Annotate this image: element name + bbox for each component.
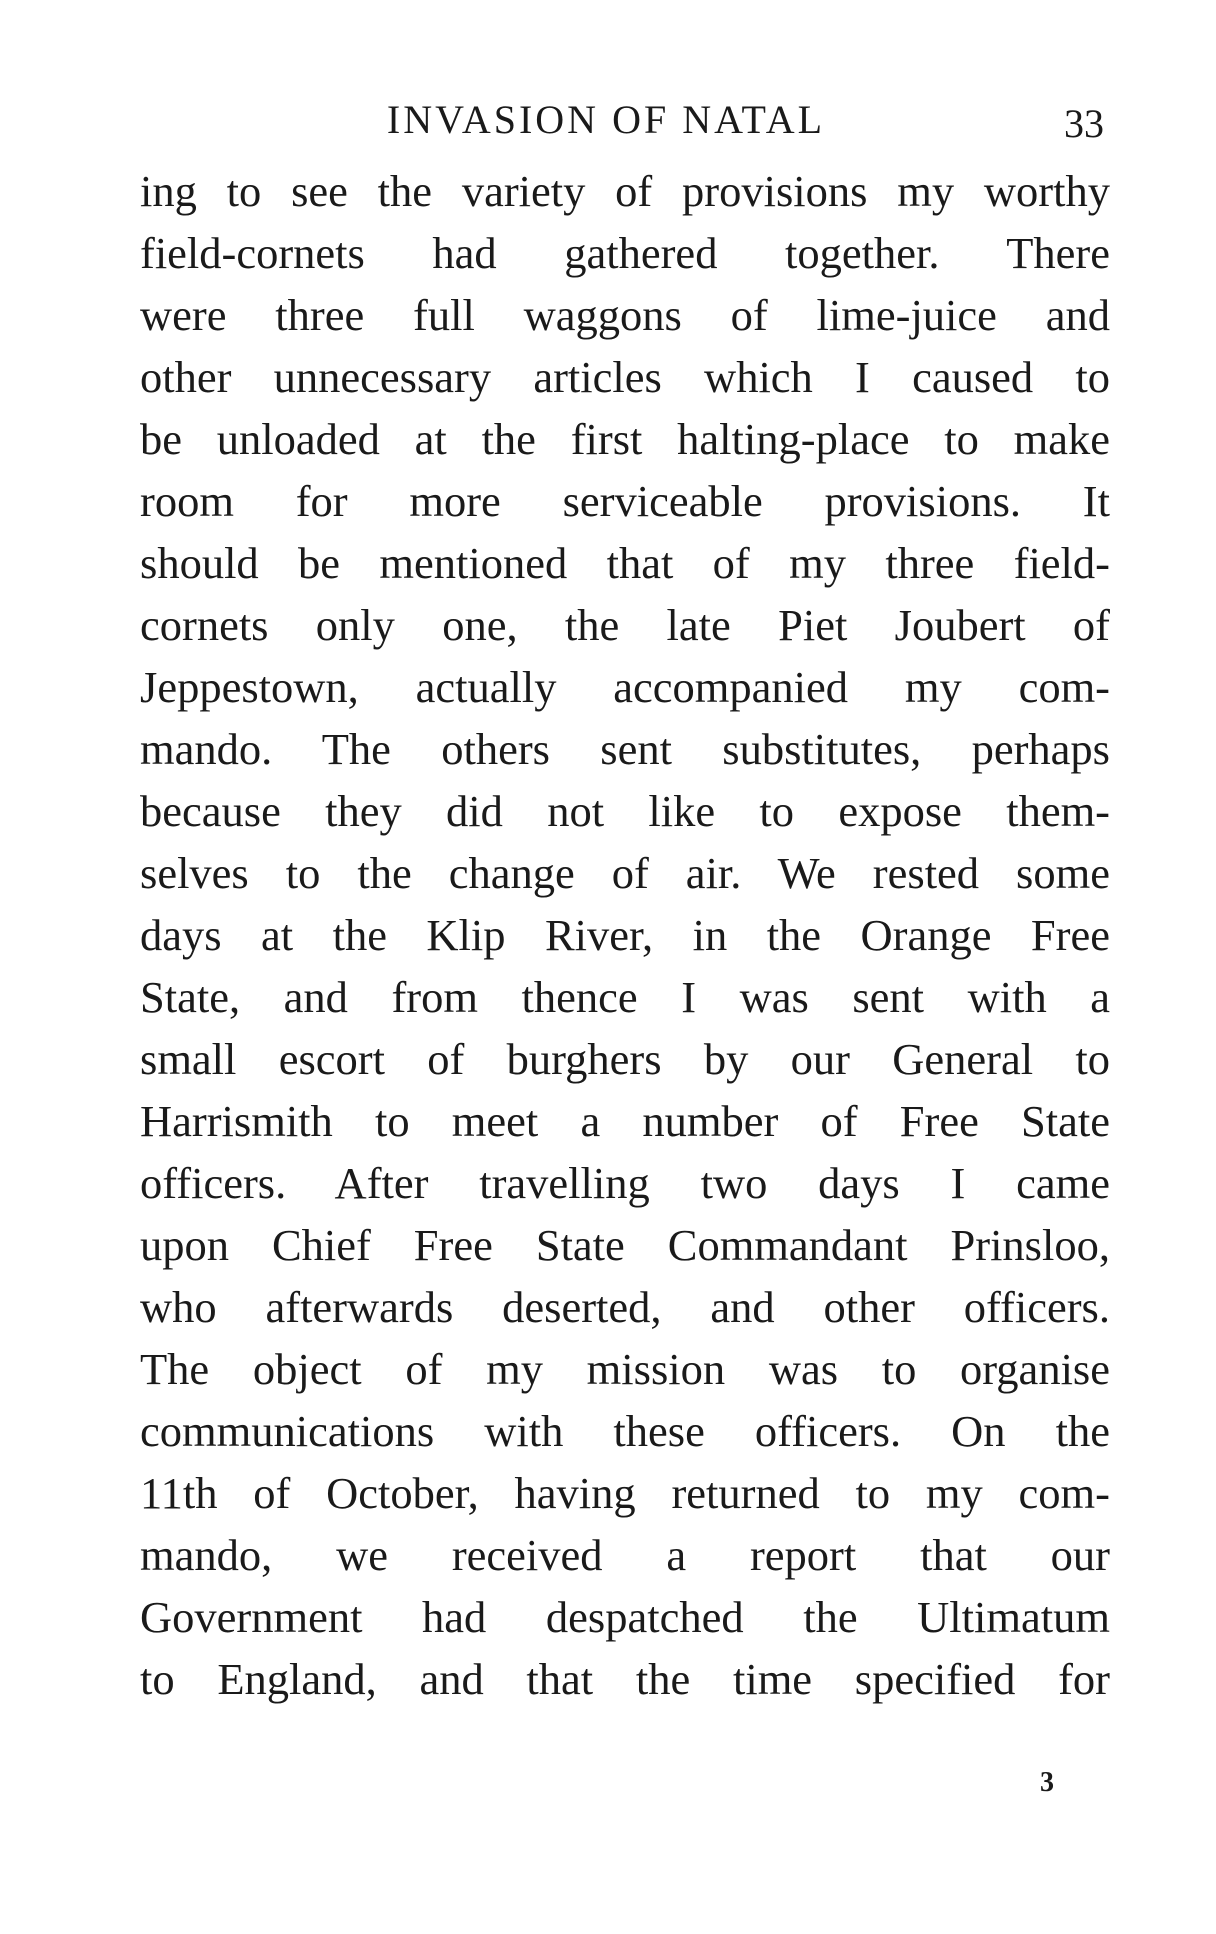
text-line: cornets only one, the late Piet Joubert of — [140, 600, 1110, 650]
text-line: other unnecessary articles which I caused to — [140, 352, 1110, 402]
signature-mark: 3 — [1040, 1767, 1054, 1798]
text-line: ing to see the variety of provisions my worthy — [140, 166, 1110, 216]
text-line: State, and from thence I was sent with a — [140, 972, 1110, 1022]
text-line: communications with these officers. On the — [140, 1406, 1110, 1456]
text-line: were three full waggons of lime-juice and — [140, 290, 1110, 340]
text-line: mando. The others sent substitutes, perhaps — [140, 724, 1110, 774]
text-line: officers. After travelling two days I came — [140, 1158, 1110, 1208]
text-line: to England, and that the time specified for — [140, 1654, 1110, 1704]
body-text — [140, 160, 1110, 1710]
text-line: Government had despatched the Ultimatum — [140, 1592, 1110, 1642]
text-line: The object of my mission was to organise — [140, 1344, 1110, 1394]
text-line: 11th of October, having returned to my com- — [140, 1468, 1110, 1518]
text-line: selves to the change of air. We rested some — [140, 848, 1110, 898]
text-line: mando, we received a report that our — [140, 1530, 1110, 1580]
text-line: Jeppestown, actually accompanied my com- — [140, 662, 1110, 712]
text-line: Harrismith to meet a number of Free State — [140, 1096, 1110, 1146]
running-head — [140, 92, 1112, 148]
running-title: INVASION OF NATAL — [386, 97, 826, 142]
text-line: because they did not like to expose them- — [140, 786, 1110, 836]
text-line: room for more serviceable provisions. It — [140, 476, 1110, 526]
text-line: should be mentioned that of my three field- — [140, 538, 1110, 588]
text-line: small escort of burghers by our General to — [140, 1034, 1110, 1084]
text-line: field-cornets had gathered together. There — [140, 228, 1110, 278]
text-line: days at the Klip River, in the Orange Free — [140, 910, 1110, 960]
text-line: upon Chief Free State Commandant Prinsloo, — [140, 1220, 1110, 1270]
page-number: 33 — [1064, 101, 1104, 146]
text-line: who afterwards deserted, and other officers. — [140, 1282, 1110, 1332]
text-line: be unloaded at the first halting-place to make — [140, 414, 1110, 464]
